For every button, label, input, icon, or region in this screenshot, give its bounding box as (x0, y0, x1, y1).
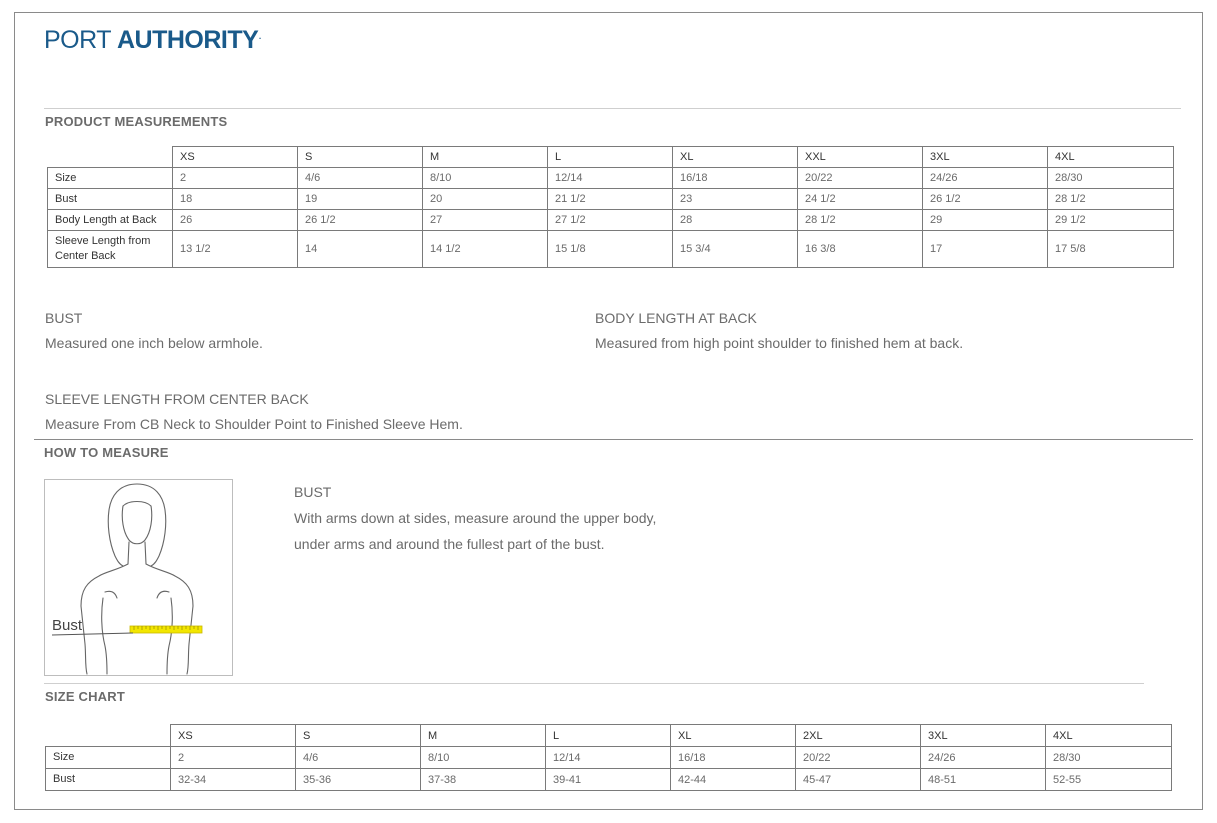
body-length-definition-text: Measured from high point shoulder to finished hem at back. (595, 335, 964, 351)
table-cell: 28/30 (1046, 747, 1172, 769)
table-cell: 8/10 (421, 747, 546, 769)
table-cell: 15 1/8 (548, 231, 673, 268)
size-header-cell: XS (171, 725, 296, 747)
size-chart-table (45, 724, 1172, 791)
table-cell: 14 1/2 (423, 231, 548, 268)
table-cell: 16/18 (673, 168, 798, 189)
table-cell: 20 (423, 189, 548, 210)
bust-measure-figure (44, 479, 233, 676)
table-cell: 17 (923, 231, 1048, 268)
size-header-cell: XL (671, 725, 796, 747)
table-cell: 19 (298, 189, 423, 210)
table-cell: 2 (171, 747, 296, 769)
table-cell: 24/26 (921, 747, 1046, 769)
table-cell: 29 1/2 (1048, 210, 1174, 231)
table-header-row (46, 725, 1172, 747)
size-header-cell: M (421, 725, 546, 747)
header-corner-cell (46, 725, 171, 747)
table-cell: 15 3/4 (673, 231, 798, 268)
table-row (48, 189, 1174, 210)
bust-definition-text: Measured one inch below armhole. (45, 335, 263, 351)
bust-definition-heading: BUST (45, 310, 83, 326)
woman-silhouette-illustration (45, 480, 232, 675)
size-header-cell: XXL (798, 147, 923, 168)
table-cell: 2 (173, 168, 298, 189)
row-label-cell: Size (46, 747, 171, 769)
size-header-cell: 2XL (796, 725, 921, 747)
size-header-cell: 3XL (921, 725, 1046, 747)
table-cell: 28/30 (1048, 168, 1174, 189)
table-cell: 23 (673, 189, 798, 210)
how-to-bust-line-2: under arms and around the fullest part of the bust. (294, 536, 605, 552)
size-header-cell: 3XL (923, 147, 1048, 168)
row-label-cell: Size (48, 168, 173, 189)
table-cell: 16 3/8 (798, 231, 923, 268)
table-cell: 26 1/2 (923, 189, 1048, 210)
how-to-measure-title: HOW TO MEASURE (44, 445, 169, 460)
table-cell: 35-36 (296, 769, 421, 791)
table-header-row (48, 147, 1174, 168)
sleeve-length-definition-text: Measure From CB Neck to Shoulder Point to Finished Sleeve Hem. (45, 416, 463, 432)
table-cell: 45-47 (796, 769, 921, 791)
size-header-cell: S (296, 725, 421, 747)
row-label-cell: Body Length at Back (48, 210, 173, 231)
table-cell: 4/6 (298, 168, 423, 189)
table-cell: 28 1/2 (1048, 189, 1174, 210)
row-label-cell: Bust (46, 769, 171, 791)
table-cell: 52-55 (1046, 769, 1172, 791)
page-frame (14, 12, 1203, 810)
table-row (46, 747, 1172, 769)
table-cell: 24/26 (923, 168, 1048, 189)
section-divider (34, 439, 1193, 440)
table-cell: 37-38 (421, 769, 546, 791)
table-cell: 18 (173, 189, 298, 210)
table-cell: 26 1/2 (298, 210, 423, 231)
table-row (48, 231, 1174, 268)
table-cell: 29 (923, 210, 1048, 231)
table-cell: 28 (673, 210, 798, 231)
table-cell: 21 1/2 (548, 189, 673, 210)
table-cell: 12/14 (546, 747, 671, 769)
table-cell: 8/10 (423, 168, 548, 189)
row-label-cell: Sleeve Length from Center Back (48, 231, 173, 268)
table-cell: 4/6 (296, 747, 421, 769)
table-cell: 39-41 (546, 769, 671, 791)
table-cell: 42-44 (671, 769, 796, 791)
table-cell: 16/18 (671, 747, 796, 769)
table-cell: 13 1/2 (173, 231, 298, 268)
size-header-cell: M (423, 147, 548, 168)
bust-figure-label: Bust (52, 617, 83, 634)
table-row (48, 168, 1174, 189)
table-cell: 27 1/2 (548, 210, 673, 231)
table-row (46, 769, 1172, 791)
size-header-cell: L (546, 725, 671, 747)
table-cell: 12/14 (548, 168, 673, 189)
size-header-cell: 4XL (1048, 147, 1174, 168)
table-cell: 32-34 (171, 769, 296, 791)
size-chart-title: SIZE CHART (45, 689, 125, 704)
row-label-cell: Bust (48, 189, 173, 210)
table-cell: 20/22 (796, 747, 921, 769)
table-cell: 48-51 (921, 769, 1046, 791)
table-cell: 27 (423, 210, 548, 231)
product-measurements-table (47, 146, 1174, 268)
header-corner-cell (48, 147, 173, 168)
table-row (48, 210, 1174, 231)
body-length-definition-heading: BODY LENGTH AT BACK (595, 310, 757, 326)
size-header-cell: S (298, 147, 423, 168)
size-header-cell: L (548, 147, 673, 168)
size-header-cell: XL (673, 147, 798, 168)
size-header-cell: XS (173, 147, 298, 168)
table-cell: 26 (173, 210, 298, 231)
table-cell: 24 1/2 (798, 189, 923, 210)
table-cell: 14 (298, 231, 423, 268)
table-cell: 28 1/2 (798, 210, 923, 231)
brand-logo: PORT AUTHORITY. (44, 26, 262, 54)
product-measurements-title: PRODUCT MEASUREMENTS (45, 114, 228, 129)
table-cell: 17 5/8 (1048, 231, 1174, 268)
how-to-bust-line-1: With arms down at sides, measure around the upper body, (294, 510, 657, 526)
size-header-cell: 4XL (1046, 725, 1172, 747)
how-to-bust-heading: BUST (294, 484, 332, 500)
header-divider (44, 108, 1181, 109)
size-chart-divider (44, 683, 1144, 684)
sleeve-length-definition-heading: SLEEVE LENGTH FROM CENTER BACK (45, 391, 309, 407)
table-cell: 20/22 (798, 168, 923, 189)
